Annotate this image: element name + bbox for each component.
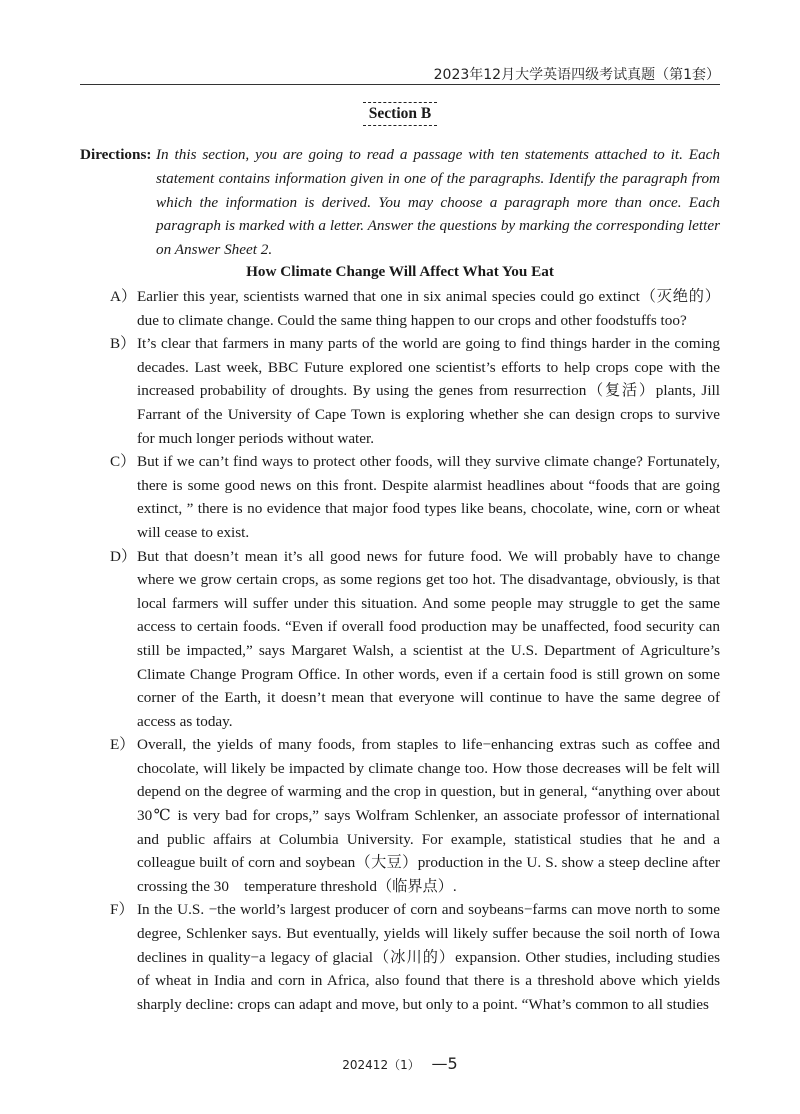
directions-text: In this section, you are going to read a passage with ten statements attached to it. Each statement contains information given in one of the paragraphs. Identify the paragraph from which the information is derived. You may choose a paragraph more than once. Each paragraph is marked with a letter. Answer the questions by marking the corresponding letter on Answer Sheet 2.	[156, 146, 720, 259]
section-heading	[0, 102, 800, 126]
paragraph-letter: E）	[110, 736, 135, 754]
paragraph-e	[110, 733, 720, 898]
paragraph-letter: B）	[110, 335, 136, 353]
paragraph-text: Earlier this year, scientists warned that one in six animal species could go extinct（灭绝的）due to climate change. Could the same thing happen to our crops and other foodstuffs too?	[137, 288, 720, 329]
paragraph-a	[110, 285, 720, 332]
directions-block	[80, 143, 720, 262]
page-header: 2023年12月大学英语四级考试真题（第1套）	[433, 67, 720, 83]
paragraph-d	[110, 545, 720, 734]
paragraph-letter: C）	[110, 453, 136, 471]
paragraph-text: But that doesn’t mean it’s all good news for future food. We will probably have to change where we grow certain crops, as some regions get too hot. The disadvantage, obviously, is that local farmers will suffer under this situation. And some people may struggle to get the same access to certain foods. “Even if overall food production may be unaffected, food security can still be impacted,” says Margaret Walsh, a scientist at the U.S. Department of Agriculture’s Climate Change Program Office. In other words, even if a certain food is still grown on some corner of the Earth, it doesn’t mean that everyone will continue to have the same degree of access as today.	[137, 547, 720, 730]
page-footer	[0, 1054, 800, 1073]
paragraph-letter: D）	[110, 547, 137, 565]
page-number: —5	[431, 1054, 458, 1073]
passage-body	[110, 285, 720, 1016]
footer-code: 202412（1）	[342, 1058, 420, 1072]
paragraph-text: In the U.S. −the world’s largest producer of corn and soybeans−farms can move north to some degree, Schlenker says. But eventually, yields will likely suffer because the soil north of Iowa declines in quality−a legacy of glacial（冰川的）expansion. Other studies, including studies of wheat in India and corn in Africa, also found that there is a threshold above which yields sharply decline: crops can adapt and move, but only to a point. “What’s common to all studies	[137, 901, 720, 1013]
section-title: Section B	[363, 102, 437, 126]
paragraph-b	[110, 332, 720, 450]
directions-label: Directions:	[80, 146, 152, 163]
paragraph-letter: A）	[110, 288, 137, 305]
paragraph-text: It’s clear that farmers in many parts of the world are going to find things harder in the coming decades. Last week, BBC Future explored one scientist’s efforts to help crops cope with the increased probability of droughts. By using the genes from resurrection（复活）plants, Jill Farrant of the University of Cape Town is exploring whether she can design crops to survive for much longer periods without water.	[137, 335, 720, 447]
paragraph-f	[110, 898, 720, 1016]
paragraph-text: Overall, the yields of many foods, from staples to life−enhancing extras such as coffee and chocolate, will likely be impacted by climate change too. How those decreases will be felt will depend on the degree of warming and the crop in question, but in general, “anything over about 30℃ is very bad for crops,” says Wolfram Schlenker, an associate professor of international and public affairs at Columbia University. For example, statistical studies that he and a colleague built of corn and soybean（大豆）production in the U. S. show a steep decline after crossing the 30 temperature threshold（临界点）.	[137, 736, 720, 895]
paragraph-text: But if we can’t find ways to protect other foods, will they survive climate change? Fortunately, there is some good news on this front. Despite alarmist headlines about “foods that are going extinct, ” there is no evidence that major food types like beans, chocolate, wine, corn or wheat will cease to exist.	[137, 453, 720, 541]
header-rule	[80, 84, 720, 85]
paragraph-letter: F）	[110, 901, 134, 919]
paragraph-c	[110, 450, 720, 544]
passage-title: How Climate Change Will Affect What You Eat	[246, 263, 554, 280]
